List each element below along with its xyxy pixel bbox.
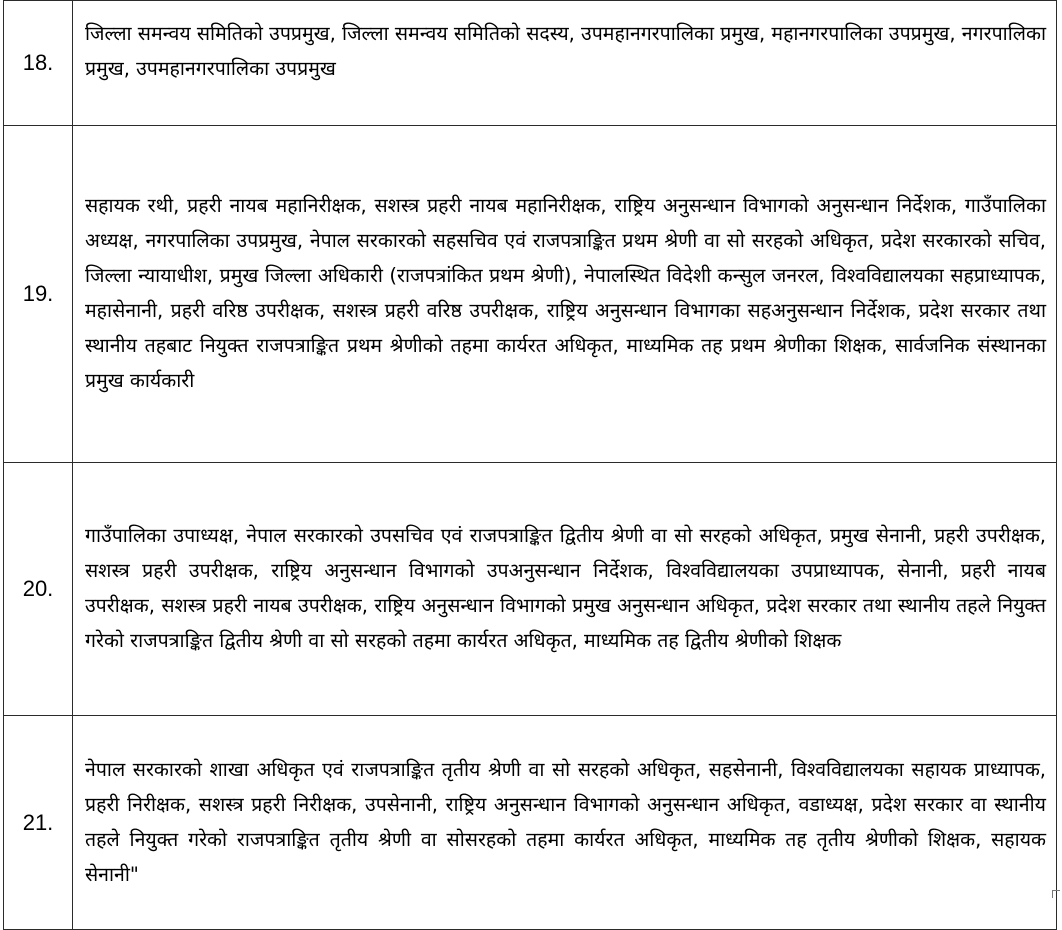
table-row <box>4 716 1057 930</box>
row-number: 19. <box>4 126 73 463</box>
table-row <box>4 1 1057 126</box>
row-text: सहायक रथी, प्रहरी नायब महानिरीक्षक, सशस्त्र प्रहरी नायब महानिरीक्षक, राष्ट्रिय अनुसन्धान विभागको अनुसन्धान निर्देशक, गाउँपालिका अध्यक्ष, नगरपालिका उपप्रमुख, नेपाल सरकारको सहसचिव एवं राजपत्राङ्कित प्रथम श्रेणी वा सो सरहको अधिकृत, प्रदेश सरकारको सचिव, जिल्ला न्यायाधीश, प्रमुख जिल्ला अधिकारी (राजपत्रांकित प्रथम श्रेणी), नेपालस्थित विदेशी कन्सुल जनरल, विश्वविद्यालयका सहप्राध्यापक, महासेनानी, प्रहरी वरिष्ठ उपरीक्षक, सशस्त्र प्रहरी वरिष्ठ उपरीक्षक, राष्ट्रिय अनुसन्धान विभागका सहअनुसन्धान निर्देशक, प्रदेश सरकार तथा स्थानीय तहबाट नियुक्त राजपत्राङ्कित प्रथम श्रेणीको तहमा कार्यरत अधिकृत, माध्यमिक तह प्रथम श्रेणीका शिक्षक, सार्वजनिक संस्थानका प्रमुख कार्यकारी <box>73 126 1057 463</box>
row-number: 21. <box>4 716 73 930</box>
row-text: जिल्ला समन्वय समितिको उपप्रमुख, जिल्ला समन्वय समितिको सदस्य, उपमहानगरपालिका प्रमुख, महानगरपालिका उपप्रमुख, नगरपालिका प्रमुख, उपमहानगरपालिका उपप्रमुख <box>73 1 1057 126</box>
table-row <box>4 463 1057 716</box>
row-number: 20. <box>4 463 73 716</box>
precedence-table <box>3 0 1057 930</box>
row-text: गाउँपालिका उपाध्यक्ष, नेपाल सरकारको उपसचिव एवं राजपत्राङ्कित द्वितीय श्रेणी वा सो सरहको अधिकृत, प्रमुख सेनानी, प्रहरी उपरीक्षक, सशस्त्र प्रहरी उपरीक्षक, राष्ट्रिय अनुसन्धान विभागको उपअनुसन्धान निर्देशक, विश्वविद्यालयका उपप्राध्यापक, सेनानी, प्रहरी नायब उपरीक्षक, सशस्त्र प्रहरी नायब उपरीक्षक, राष्ट्रिय अनुसन्धान विभागको प्रमुख अनुसन्धान अधिकृत, प्रदेश सरकार तथा स्थानीय तहले नियुक्त गरेको राजपत्राङ्कित द्वितीय श्रेणी वा सो सरहको तहमा कार्यरत अधिकृत, माध्यमिक तह द्वितीय श्रेणीको शिक्षक <box>73 463 1057 716</box>
row-text: नेपाल सरकारको शाखा अधिकृत एवं राजपत्राङ्कित तृतीय श्रेणी वा सो सरहको अधिकृत, सहसेनानी, विश्वविद्यालयका सहायक प्राध्यापक, प्रहरी निरीक्षक, सशस्त्र प्रहरी निरीक्षक, उपसेनानी, राष्ट्रिय अनुसन्धान विभागको अनुसन्धान अधिकृत, वडाध्यक्ष, प्रदेश सरकार वा स्थानीय तहले नियुक्त गरेको राजपत्राङ्कित तृतीय श्रेणी वा सोसरहको तहमा कार्यरत अधिकृत, माध्यमिक तह तृतीय श्रेणीको शिक्षक, सहायक सेनानी" <box>73 716 1057 930</box>
row-number: 18. <box>4 1 73 126</box>
page-corner-mark <box>1052 890 1060 898</box>
table-row <box>4 126 1057 463</box>
